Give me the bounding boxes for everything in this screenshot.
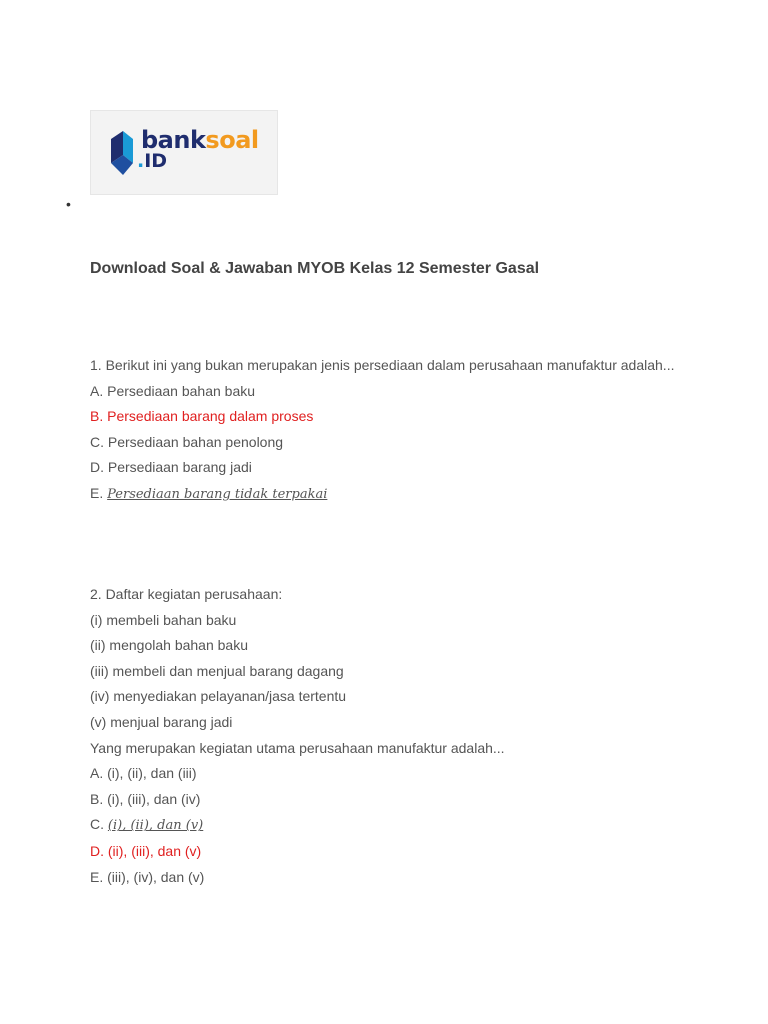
- logo-dot: .: [137, 150, 145, 172]
- banksoal-logo-wordmark: [137, 126, 259, 172]
- question-2-item-v: (v) menjual barang jadi: [90, 713, 233, 730]
- question-1-option-b-correct: B. Persediaan barang dalam proses: [90, 408, 314, 425]
- question-2-option-a: A. (i), (ii), dan (iii): [90, 765, 197, 782]
- list-bullet: •: [66, 196, 71, 212]
- question-2-option-e: E. (iii), (iv), dan (v): [90, 868, 205, 885]
- banksoal-logo[interactable]: [90, 110, 278, 195]
- banksoal-logo-mark-icon: [111, 131, 135, 177]
- logo-word-id: ID: [144, 150, 168, 172]
- question-2-option-c-prefix: C.: [90, 816, 108, 833]
- page-title: Download Soal & Jawaban MYOB Kelas 12 Semester Gasal: [90, 260, 540, 277]
- question-1-option-e: [90, 481, 677, 508]
- question-1-text: 1. Berikut ini yang bukan merupakan jenis persediaan dalam perusahaan manufaktur adalah...: [90, 357, 675, 373]
- question-2-option-c: [90, 812, 677, 839]
- question-1-option-e-prefix: E.: [90, 484, 108, 501]
- question-1-option-d: D. Persediaan barang jadi: [90, 459, 252, 476]
- question-2-text: 2. Daftar kegiatan perusahaan:: [90, 586, 283, 602]
- question-1-option-c: C. Persediaan bahan penolong: [90, 433, 284, 450]
- question-2-option-d-correct: D. (ii), (iii), dan (v): [90, 842, 202, 859]
- question-2-option-b: B. (i), (iii), dan (iv): [90, 790, 201, 807]
- logo-word-bank: bank: [141, 126, 206, 154]
- question-2-item-iv: (iv) menyediakan pelayanan/jasa tertentu: [90, 688, 347, 705]
- question-1-option-e-text: Persediaan barang tidak terpakai: [107, 486, 328, 502]
- question-1: [90, 353, 677, 508]
- question-2-item-i: (i) membeli bahan baku: [90, 611, 237, 628]
- question-2-prompt: Yang merupakan kegiatan utama perusahaan manufaktur adalah...: [90, 739, 505, 756]
- question-2-item-ii: (ii) mengolah bahan baku: [90, 637, 248, 654]
- logo-word-soal: soal: [205, 126, 259, 154]
- question-2-item-iii: (iii) membeli dan menjual barang dagang: [90, 662, 344, 679]
- question-2-option-c-text: (i), (ii), dan (v): [107, 818, 204, 834]
- question-2: [90, 582, 677, 890]
- question-1-option-a: A. Persediaan bahan baku: [90, 382, 256, 399]
